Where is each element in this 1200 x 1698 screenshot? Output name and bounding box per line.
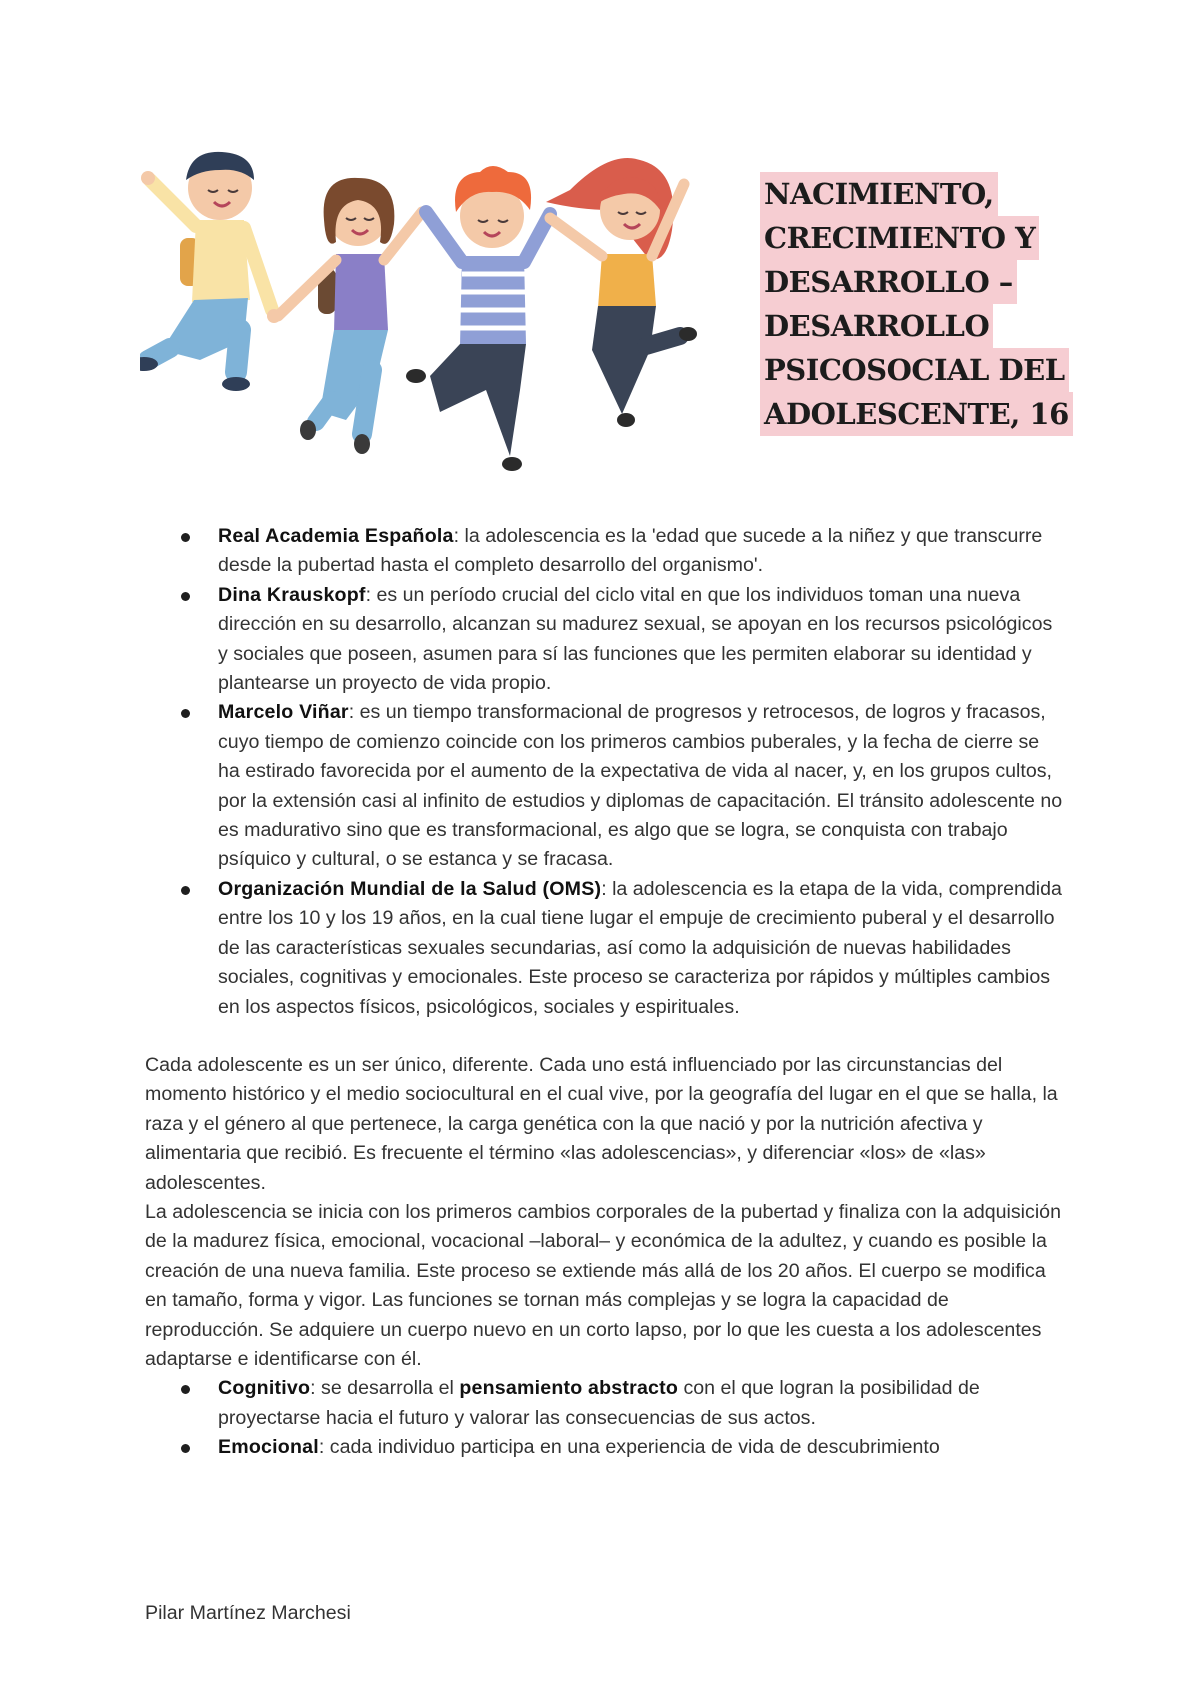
page-footer-author: Pilar Martínez Marchesi <box>145 1602 351 1624</box>
boy-with-backpack-figure <box>140 152 281 391</box>
list-item <box>218 1433 1065 1462</box>
aspect-term: Emocional <box>218 1436 319 1459</box>
paragraph: La adolescencia se inicia con los primeros cambios corporales de la pubertad y finaliza con la adquisición de la madurez física, emocional, vocacional –laboral– y económica de la adultez, y cuando es posible la creación de una nueva familia. Este proceso se extiende más allá de los 20 años. El cuerpo se modifica en tamaño, forma y vigor. Las funciones se tornan más complejas y se logra la capacidad de reproducción. Se adquiere un cuerpo nuevo en un corto lapso, por lo que les cuesta a los adolescentes adaptarse e identificarse con él. <box>145 1200 1061 1370</box>
title-line: DESARROLLO – <box>760 260 1017 304</box>
aspects-list <box>145 1374 1065 1462</box>
bullet-icon <box>181 533 190 542</box>
spacer <box>145 1022 1065 1051</box>
list-item <box>218 1374 1065 1433</box>
bullet-icon <box>181 709 190 718</box>
aspect-text: con el que logran la posibilidad de proyectarse hacia el futuro y valorar las consecuencias de sus actos. <box>218 1377 980 1429</box>
definition-text: : es un tiempo transformacional de progresos y retrocesos, de logros y fracasos, cuyo tiempo de comienzo coincide con los primeros cambios puberales, y la fecha de cierre se ha estirado favorecida por el aumento de la expectativa de vida al nacer, y, en los grupos cultos, por la extensión casi al infinito de estudios y diplomas de capacitación. El tránsito adolescente no es madurativo sino que es transformacional, es algo que se logra, se conquista con trabajo psíquico y cultural, o se estanca y se fracasa. <box>218 701 1063 871</box>
title-line: CRECIMIENTO Y <box>760 216 1039 260</box>
list-item <box>218 522 1065 581</box>
bullet-icon <box>181 592 190 601</box>
title-line: PSICOSOCIAL DEL <box>760 348 1069 392</box>
title-line: NACIMIENTO, <box>760 172 998 216</box>
jumping-teens-illustration <box>140 150 760 480</box>
girl-purple-shirt-figure <box>278 178 422 454</box>
title-line: ADOLESCENTE, 16 <box>760 392 1073 436</box>
list-item <box>218 875 1065 1022</box>
definition-text: : la adolescencia es la 'edad que sucede a la niñez y que transcurre desde la pubertad hasta el completo desarrollo del organismo'. <box>218 525 1043 577</box>
definition-term: Dina Krauskopf <box>218 583 366 606</box>
paragraph: Cada adolescente es un ser único, diferente. Cada uno está influenciado por las circunstancias del momento histórico y el medio sociocultural en el cual vive, por la geografía del lugar en el que se halla, la raza y el género al que pertenece, la carga genética con la que nació y por la nutrición afectiva y alimentaria que recibió. Es frecuente el término «las adolescencias», y diferenciar «los» de «las» adolescentes. <box>145 1053 1058 1194</box>
bullet-icon <box>181 1444 190 1453</box>
bullet-icon <box>181 886 190 895</box>
redhead-boy-striped-figure <box>406 166 550 471</box>
bullet-icon <box>181 1385 190 1394</box>
definition-term: Marcelo Viñar <box>218 701 349 724</box>
girl-long-hair-figure <box>546 158 697 427</box>
document-body <box>145 522 1065 1463</box>
definition-term: Real Academia Española <box>218 525 454 547</box>
definition-text: : es un período crucial del ciclo vital en que los individuos toman una nueva dirección en su desarrollo, alcanzan su madurez sexual, se apoyan en los recursos psicológicos y sociales que poseen, asumen para sí las funciones que les permiten elaborar su identidad y plantearse un proyecto de vida propio. <box>218 583 1053 695</box>
definition-text: : la adolescencia es la etapa de la vida, comprendida entre los 10 y los 19 años, en la cual tiene lugar el empuje de crecimiento puberal y el desarrollo de las características sexuales secundarias, así como la adquisición de nuevas habilidades sociales, cognitivas y emocionales. Este proceso se caracteriza por rápidos y múltiples cambios en los aspectos físicos, psicológicos, sociales y espirituales. <box>218 877 1062 1018</box>
aspect-text: : cada individuo participa en una experiencia de vida de descubrimiento <box>318 1436 940 1459</box>
definitions-list <box>145 522 1065 1022</box>
aspect-term: Cognitivo <box>218 1377 311 1400</box>
list-item <box>218 698 1065 874</box>
title-line: DESARROLLO <box>760 304 993 348</box>
list-item <box>218 581 1065 699</box>
document-title <box>760 172 1090 436</box>
aspect-text: : se desarrolla el <box>310 1377 460 1400</box>
aspect-highlight: pensamiento abstracto <box>459 1377 679 1400</box>
definition-term: Organización Mundial de la Salud (OMS) <box>218 877 602 900</box>
